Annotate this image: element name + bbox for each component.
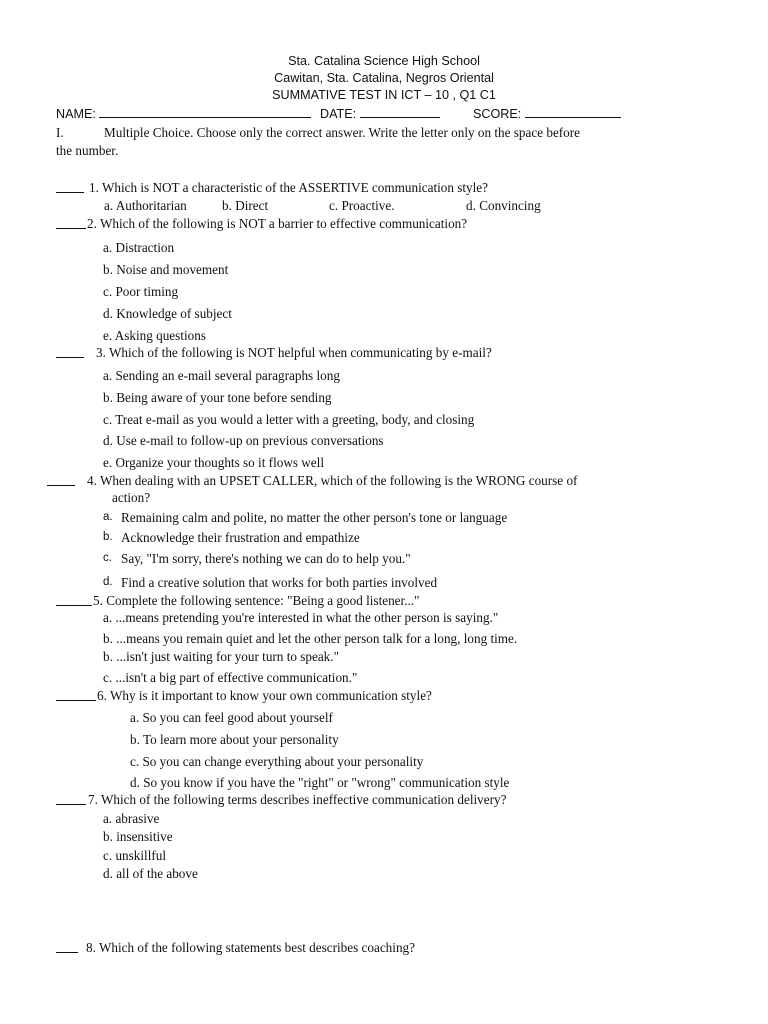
q3-option-b: b. Being aware of your tone before sending — [103, 390, 332, 405]
name-field — [56, 106, 311, 121]
question-6: 6. Why is it important to know your own communication style? — [97, 688, 432, 703]
answer-blank-8[interactable] — [56, 941, 78, 953]
answer-blank-3[interactable] — [56, 346, 84, 358]
q5-option-a: a. ...means pretending you're interested in what the other person is saying." — [103, 610, 499, 625]
date-label: DATE: — [320, 107, 357, 121]
q2-option-d: d. Knowledge of subject — [103, 306, 232, 321]
school-name: Sta. Catalina Science High School — [288, 54, 480, 68]
q4-letter-b: b. — [103, 531, 113, 543]
q1-option-b: b. Direct — [222, 198, 269, 213]
question-1: 1. Which is NOT a characteristic of the ASSERTIVE communication style? — [89, 180, 489, 195]
answer-blank-7[interactable] — [56, 793, 86, 805]
score-blank[interactable] — [525, 106, 621, 118]
q4-letter-d: d. — [103, 576, 113, 588]
name-label: NAME: — [56, 107, 96, 121]
q4-letter-c: c. — [103, 552, 112, 564]
q3-option-a: a. Sending an e-mail several paragraphs long — [103, 368, 340, 383]
question-2: 2. Which of the following is NOT a barrier to effective communication? — [87, 216, 468, 231]
q4-option-a: Remaining calm and polite, no matter the other person's tone or language — [121, 510, 508, 525]
q3-option-c: c. Treat e-mail as you would a letter with a greeting, body, and closing — [103, 412, 475, 427]
q5-option-c: c. ...isn't a big part of effective communication." — [103, 670, 358, 685]
question-4-continued: action? — [112, 490, 151, 505]
question-7: 7. Which of the following terms describes ineffective communication delivery? — [88, 792, 507, 807]
q7-option-c: c. unskillful — [103, 848, 167, 863]
section-number: I. — [56, 125, 64, 140]
answer-blank-5[interactable] — [56, 594, 92, 606]
test-title: SUMMATIVE TEST IN ICT – 10 , Q1 C1 — [272, 88, 496, 102]
q2-option-c: c. Poor timing — [103, 284, 179, 299]
q6-option-a: a. So you can feel good about yourself — [130, 710, 333, 725]
q1-option-c: c. Proactive. — [329, 198, 395, 213]
score-label: SCORE: — [473, 107, 522, 121]
q3-option-d: d. Use e-mail to follow-up on previous conversations — [103, 433, 384, 448]
score-field — [473, 106, 621, 121]
question-4: 4. When dealing with an UPSET CALLER, which of the following is the WRONG course of — [87, 473, 578, 488]
answer-blank-2[interactable] — [56, 217, 86, 229]
q7-option-b: b. insensitive — [103, 829, 173, 844]
school-address: Cawitan, Sta. Catalina, Negros Oriental — [274, 71, 494, 85]
q6-option-d: d. So you know if you have the "right" or "wrong" communication style — [130, 775, 510, 790]
q4-option-b: Acknowledge their frustration and empathize — [121, 530, 360, 545]
instructions-line-2: the number. — [56, 143, 119, 158]
q2-option-b: b. Noise and movement — [103, 262, 229, 277]
q6-option-c: c. So you can change everything about your personality — [130, 754, 424, 769]
q4-letter-a: a. — [103, 511, 113, 523]
q5-option-b: b. ...means you remain quiet and let the other person talk for a long, long time. — [103, 631, 518, 646]
date-blank[interactable] — [360, 106, 440, 118]
q6-option-b: b. To learn more about your personality — [130, 732, 339, 747]
q4-option-c: Say, "I'm sorry, there's nothing we can do to help you." — [121, 551, 411, 566]
q7-option-a: a. abrasive — [103, 811, 160, 826]
question-5: 5. Complete the following sentence: "Being a good listener..." — [93, 593, 420, 608]
q1-option-d: d. Convincing — [466, 198, 541, 213]
date-field — [320, 106, 440, 121]
q5-option-b2: b. ...isn't just waiting for your turn to speak." — [103, 649, 339, 664]
question-3: 3. Which of the following is NOT helpful when communicating by e-mail? — [96, 345, 492, 360]
answer-blank-1[interactable] — [56, 181, 84, 193]
answer-blank-4[interactable] — [47, 474, 75, 486]
answer-blank-6[interactable] — [56, 689, 96, 701]
question-8: 8. Which of the following statements best describes coaching? — [86, 940, 415, 955]
q7-option-d: d. all of the above — [103, 866, 198, 881]
q2-option-a: a. Distraction — [103, 240, 175, 255]
q3-option-e: e. Organize your thoughts so it flows well — [103, 455, 324, 470]
q4-option-d: Find a creative solution that works for both parties involved — [121, 575, 438, 590]
q2-option-e: e. Asking questions — [103, 328, 206, 343]
name-blank[interactable] — [99, 106, 311, 118]
q1-option-a: a. Authoritarian — [104, 198, 187, 213]
instructions-line-1: Multiple Choice. Choose only the correct answer. Write the letter only on the space before — [104, 125, 581, 140]
